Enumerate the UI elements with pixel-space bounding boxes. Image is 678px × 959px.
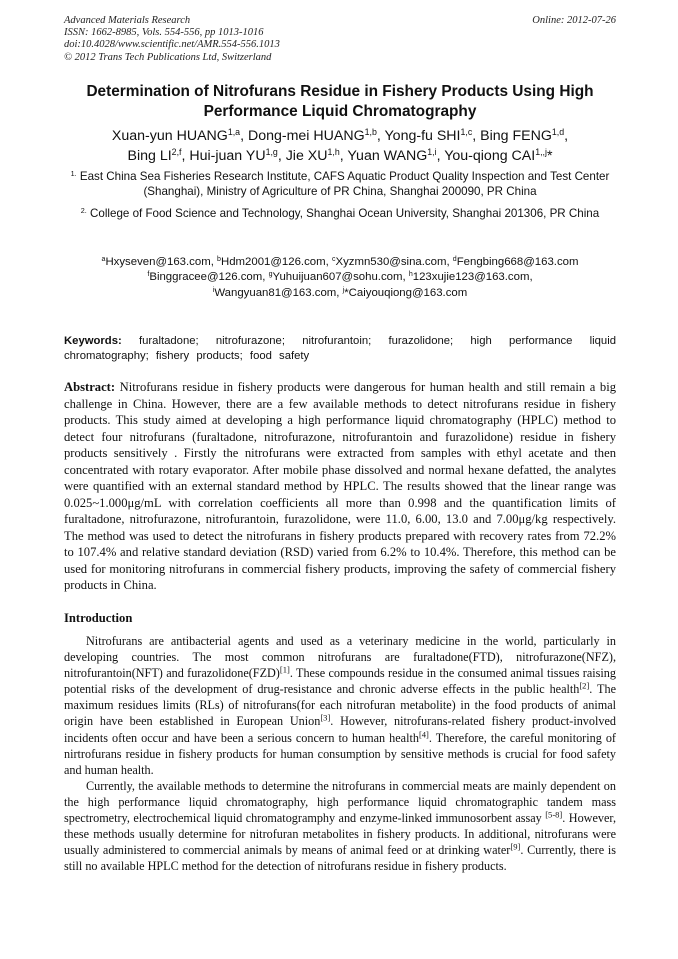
author-name: Jie XU: [285, 148, 328, 164]
author-separator: ,: [564, 128, 569, 144]
author-superscript: 2,f: [171, 147, 182, 158]
intro-text: . The maximum residues limits (RLs) of nitrofurans(for each nitrofuran metabolite) in the food products of animal origin have been established in European Union: [64, 682, 616, 729]
intro-text: . However, nitrofurans-related fishery product-involved incidents often occur and have been a serious concern to human health: [64, 714, 616, 745]
citation-ref: [5-8]: [545, 809, 563, 820]
author-name: Bing FENG: [480, 128, 552, 144]
email-superscript: h: [408, 271, 413, 279]
email-address: Xyzmn530@sina.com: [335, 256, 447, 268]
email-address: Wangyuan81@163.com: [214, 286, 337, 299]
author-superscript: 1,c: [460, 127, 473, 138]
email-separator: ,: [402, 271, 409, 284]
author-separator: ,: [181, 148, 190, 164]
online-date: Online: 2012-07-26: [532, 15, 616, 26]
citation-ref: [9]: [510, 841, 521, 852]
introduction-body: [64, 633, 616, 874]
affiliation-1: [66, 169, 614, 200]
citation-ref: [3]: [320, 713, 331, 724]
abstract-block: [64, 379, 616, 594]
author-separator: ,: [240, 128, 248, 144]
email-address: 123xujie123@163.com: [412, 271, 530, 284]
email-superscript: i: [212, 286, 215, 294]
journal-header: [64, 15, 616, 64]
email-address: Hxyseven@163.com: [105, 256, 211, 268]
intro-text: . Currently, there is still no available HPLC method for the detection of nitrofurans residue in fishery products.: [64, 843, 616, 874]
author-separator: ,: [376, 128, 385, 144]
email-address: *Caiyouqiong@163.com: [344, 286, 468, 299]
issn-line: ISSN: 1662-8985, Vols. 554-556, pp 1013-1016: [64, 27, 264, 39]
author-list: [60, 126, 620, 166]
email-superscript: f: [147, 271, 150, 279]
intro-text: . Therefore, the careful monitoring of nirtrofurans residue in fishery products for human consumption by sensitive methods is crucial for food safety and human health.: [64, 730, 616, 777]
author-name: Hui-juan YU: [189, 148, 266, 164]
author-superscript: 1,d: [551, 127, 565, 138]
email-superscript: g: [268, 271, 273, 279]
keywords-text: furaltadone; nitrofurazone; nitrofurantoin; furazolidone; high performance liquid chromatography; fishery products; food safety: [64, 335, 617, 362]
author-name: Yong-fu SHI: [384, 128, 461, 144]
keywords-block: [64, 334, 616, 363]
intro-text: . These compounds residue in the consumed animal tissues raising potential risks of the development of drug-resistance and chronic adverse effects in the public health: [64, 666, 616, 697]
paper-title: Determination of Nitrofurans Residue in Fishery Products Using High Performance Liquid Chromatography: [86, 83, 594, 120]
author-superscript: 1,i: [427, 147, 437, 158]
abstract-label: Abstract:: [64, 380, 116, 394]
intro-paragraph: [64, 633, 616, 778]
intro-paragraph: [64, 778, 616, 875]
citation-ref: [4]: [418, 729, 429, 740]
affiliation-text: East China Sea Fisheries Research Institute, CAFS Aquatic Product Quality Inspection and Test Center (Shanghai), Ministry of Agriculture of PR China, Shanghai 200090, PR China: [79, 170, 610, 199]
author-superscript: 1,h: [327, 147, 340, 158]
email-address: Binggracee@126.com: [149, 271, 263, 284]
author-name: Dong-mei HUANG: [247, 128, 365, 144]
affiliation-text: College of Food Science and Technology, Shanghai Ocean University, Shanghai 201306, PR China: [90, 207, 600, 220]
email-separator: ,: [262, 271, 269, 284]
author-superscript: 1,b: [364, 127, 377, 138]
keywords-label: Keywords:: [64, 335, 122, 347]
affiliation-number: 1.: [70, 169, 77, 179]
intro-text: Currently, the available methods to determine the nitrofurans in commercial meats are mainly dependent on the high performance liquid chromatography, high performance liquid chromatographic tandem mass spectrometry, electrochemical liquid chromatogramphy and enzyme-linked immunosorbent assay: [64, 778, 616, 826]
author-separator: ,: [277, 148, 286, 164]
citation-ref: [1]: [279, 664, 290, 675]
affiliation-number: 2.: [80, 206, 87, 216]
citation-ref: [2]: [579, 681, 590, 692]
author-name: Yuan WANG: [347, 148, 428, 164]
author-superscript: 1,g: [265, 147, 278, 158]
author-separator: ,: [436, 148, 445, 164]
email-address: Yuhuijuan607@sohu.com: [272, 271, 403, 284]
doi-line: doi:10.4028/www.scientific.net/AMR.554-556.1013: [64, 39, 280, 51]
email-superscript: b: [217, 256, 221, 264]
copyright-line: © 2012 Trans Tech Publications Ltd, Switzerland: [64, 51, 272, 63]
author-superscript: 1,,j: [535, 147, 547, 158]
email-superscript: c: [331, 256, 336, 264]
email-superscript: d: [452, 256, 457, 264]
author-name: You-qiong CAI: [444, 148, 536, 164]
email-superscript: j: [342, 286, 345, 294]
intro-text: . However, these methods usually determine for nitrofuran metabolites in fishery products. In additional, nitrofurans were usually administered to commercial animals by means of animal feed or at drinking water: [64, 811, 616, 858]
author-separator: *: [546, 148, 553, 164]
email-separator: ,: [336, 286, 343, 299]
journal-name: Advanced Materials Research: [64, 15, 191, 26]
abstract-text: Nitrofurans residue in fishery products were dangerous for human health and still remain a big challenge in China. However, there are a few available methods to detect nitrofurans residue in fishery products. This study aimed at developing a high performance liquid chromatography (HPLC) method to detect four nitrofurans (furaltadone, nitrofurazone, nitrofurantoin and furazolidone) residue in fishery products sensitively . Firstly the nitrofurans were extracted from samples with ethyl acetate and then concentrated with rotary evaporator. After mobile phase dissolved and normal hexane defatted, the analytes were quantified with an external standard method by HPLC. The results showed that the linear range was 0.025~1.000μg/mL with correlation coefficients all more than 0.998 and the quantification limits of furaltadone, nitrofurazone, nitrofurantoin, furazolidone, were 11.0, 6.00, 13.0 and 7.00μg/kg respectively. The method was used to detect the nitrofurans in fishery products prepared with recovery rates from 72.2% to 107.4% and relative standard deviation (RSD) varied from 6.2% to 10.4%. Therefore, this method can be used for monitoring nitrofurans in commercial fishery products, improving the safety of commercial fishery products in China.: [64, 380, 617, 592]
email-separator: ,: [529, 271, 533, 284]
email-separator: ,: [210, 256, 218, 268]
introduction-heading: Introduction: [64, 611, 133, 625]
affiliation-2: [66, 206, 614, 221]
author-separator: ,: [472, 128, 481, 144]
author-superscript: 1,a: [227, 127, 241, 138]
email-separator: ,: [446, 256, 453, 268]
intro-text: Nitrofurans are antibacterial agents and used as a veterinary medicine in the world, particularly in developing countries. The most common nitrofurans are furaltadone(FTD), nitrofurazone(NFZ), nitrofurantoin(NFT) and furazolidone(FZD): [64, 634, 616, 681]
author-name: Xuan-yun HUANG: [111, 128, 228, 144]
email-superscript: a: [101, 256, 106, 264]
email-list: [66, 255, 614, 301]
author-name: Bing LI: [127, 148, 172, 164]
email-address: Fengbing668@163.com: [456, 256, 579, 268]
email-address: Hdm2001@126.com: [220, 256, 326, 268]
author-separator: ,: [339, 148, 348, 164]
email-separator: ,: [325, 256, 332, 268]
